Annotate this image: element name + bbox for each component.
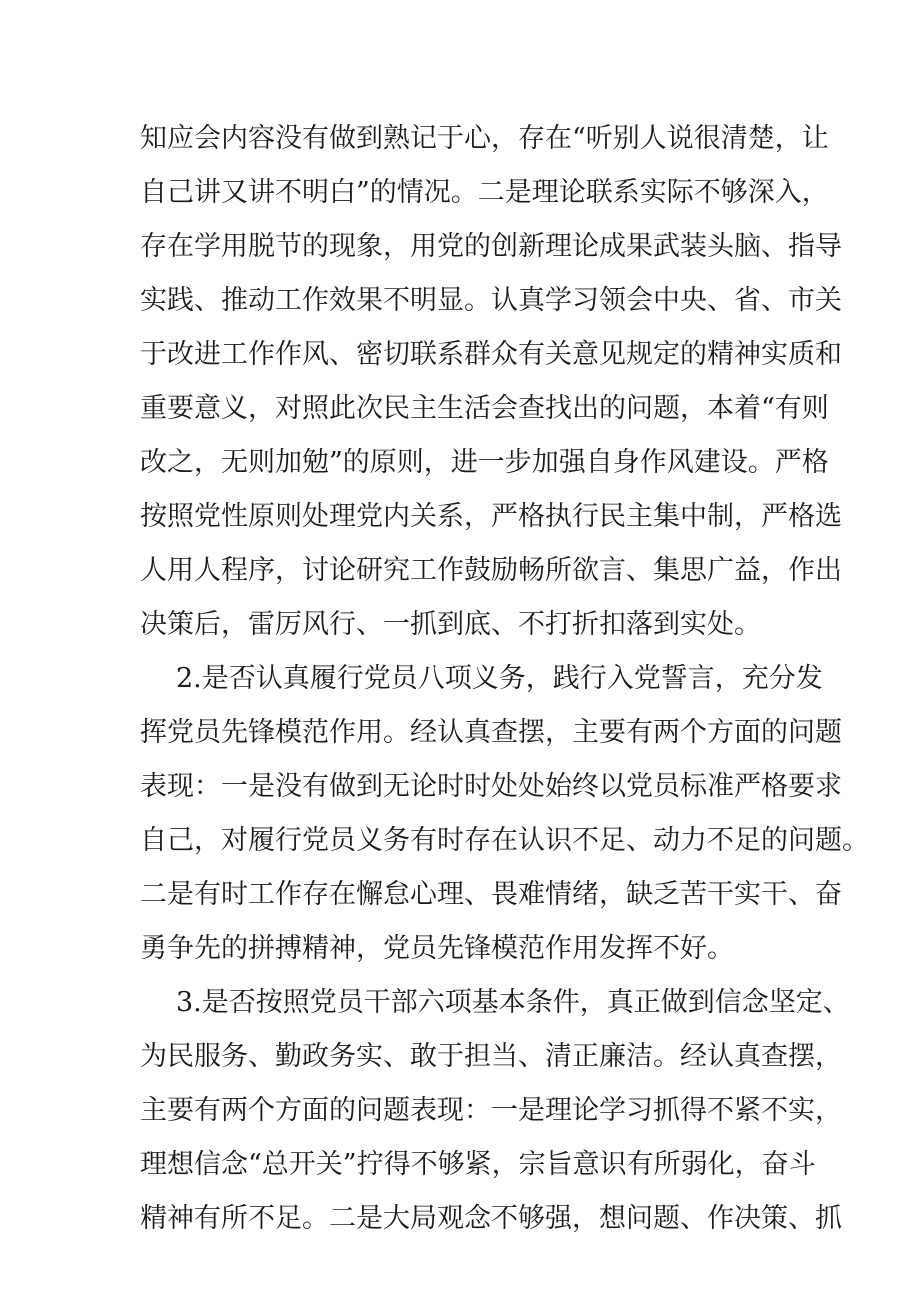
text-line: 重要意义，对照此次民主生活会查找出的问题，本着“有则 [140, 393, 829, 424]
text-line: 人用人程序，讨论研究工作鼓励畅所欲言、集思广益，作出 [140, 555, 842, 586]
text-line: 挥党员先锋模范作用。经认真查摆，主要有两个方面的问题 [140, 717, 842, 748]
text-line: 为民服务、勤政务实、敢于担当、清正廉洁。经认真查摆， [140, 1041, 842, 1072]
text-line: 自己，对履行党员义务有时存在认识不足、动力不足的问题。 [140, 825, 869, 856]
text-line: 二是有时工作存在懈怠心理、畏难情绪，缺乏苦干实干、奋 [140, 879, 842, 910]
text-line: 3.是否按照党员干部六项基本条件，真正做到信念坚定、 [176, 987, 850, 1018]
document-body [140, 112, 869, 1246]
paragraph-3 [140, 976, 850, 1246]
text-line: 主要有两个方面的问题表现：一是理论学习抓得不紧不实， [140, 1095, 842, 1126]
text-line: 知应会内容没有做到熟记于心，存在“听别人说很清楚，让 [140, 123, 829, 154]
text-line: 2.是否认真履行党员八项义务，践行入党誓言，充分发 [176, 663, 823, 694]
text-line: 改之，无则加勉”的原则，进一步加强自身作风建设。严格 [140, 447, 829, 478]
text-line: 表现：一是没有做到无论时时处处始终以党员标准严格要求 [140, 771, 842, 802]
text-line: 决策后，雷厉风行、一抓到底、不打折扣落到实处。 [140, 609, 761, 640]
text-line: 按照党性原则处理党内关系，严格执行民主集中制，严格选 [140, 501, 842, 532]
text-line: 实践、推动工作效果不明显。认真学习领会中央、省、市关 [140, 285, 842, 316]
text-line: 理想信念“总开关”拧得不够紧，宗旨意识有所弱化，奋斗 [140, 1149, 816, 1180]
paragraph-1 [140, 112, 842, 652]
text-line: 存在学用脱节的现象，用党的创新理论成果武装头脑、指导 [140, 231, 842, 262]
text-line: 勇争先的拼搏精神，党员先锋模范作用发挥不好。 [140, 933, 734, 964]
text-line: 精神有所不足。二是大局观念不够强，想问题、作决策、抓 [140, 1203, 842, 1234]
text-line: 于改进工作作风、密切联系群众有关意见规定的精神实质和 [140, 339, 842, 370]
paragraph-2 [140, 652, 869, 976]
text-line: 自己讲又讲不明白”的情况。二是理论联系实际不够深入， [140, 177, 829, 208]
